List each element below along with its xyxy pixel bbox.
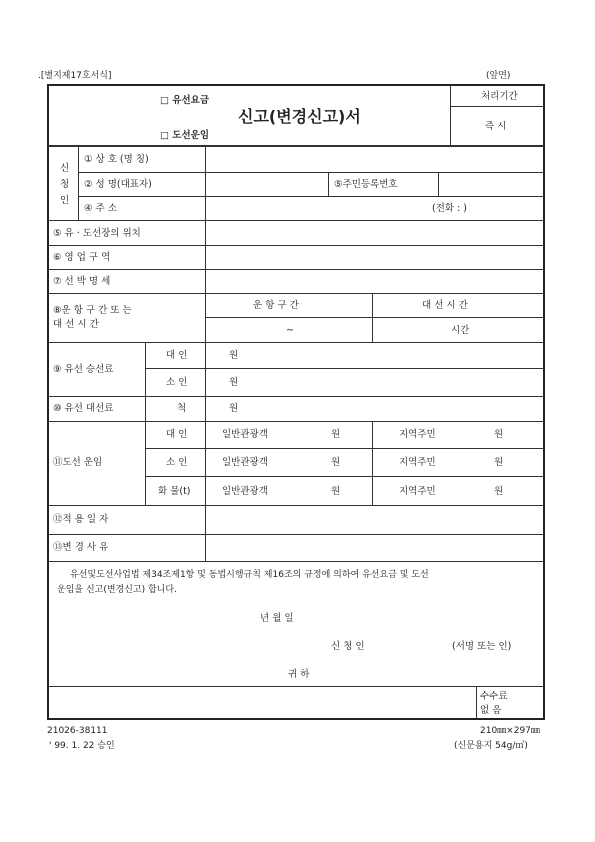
ferry-fare-label: ⑪도선 운임 <box>53 457 103 468</box>
ferry-row-won[interactable]: 원 <box>494 486 504 497</box>
ferry-row-type: 화 물(t) <box>158 486 191 497</box>
form-number: .[별지제17호서식] <box>38 71 112 81</box>
company-field[interactable] <box>206 147 543 171</box>
charter-column-header: 대 선 시 간 <box>422 300 468 311</box>
applicant-label-2: 청 <box>60 179 70 190</box>
checkbox-freight[interactable]: □ 도선운임 <box>160 130 209 141</box>
change-reason-field[interactable] <box>206 535 543 560</box>
paper-type: (신문용지 54g/㎡) <box>454 741 528 751</box>
name-field[interactable] <box>206 173 327 195</box>
declaration-line-2: 운임을 신고(변경신고) 합니다. <box>57 585 177 595</box>
form-title: 신고(변경신고)서 <box>238 107 361 126</box>
form-code: 21026-38111 <box>47 726 108 736</box>
location-label: ⑤ 유 · 도선장의 위치 <box>53 228 141 239</box>
ferry-row-type: 대 인 <box>166 429 188 440</box>
approval-date: ' 99. 1. 22 승인 <box>49 741 115 751</box>
change-reason-label: ⑬변 경 사 유 <box>53 542 109 553</box>
processing-period-label: 처리기간 <box>481 91 518 102</box>
ferry-row-type: 소 인 <box>166 457 188 468</box>
vessel-label: ⑦ 선 박 명 세 <box>53 276 111 287</box>
company-label: ① 상 호 (명 칭) <box>84 154 149 165</box>
fee-value: 없 음 <box>480 705 502 716</box>
page-side-label: (앞면) <box>486 71 511 81</box>
area-label: ⑥ 영 업 구 역 <box>53 252 111 263</box>
ferry-row-won[interactable]: 원 <box>494 429 504 440</box>
ferry-row-local: 지역주민 <box>399 486 436 497</box>
apply-date-label: ⑫적 용 일 자 <box>53 514 109 525</box>
signature-field[interactable]: (서명 또는 인) <box>452 641 512 652</box>
ferry-row-local: 지역주민 <box>399 429 436 440</box>
route-label-line2: 대 선 시 간 <box>53 319 99 330</box>
ferry-row-won[interactable]: 원 <box>331 457 341 468</box>
ferry-row-general: 일반관광객 <box>222 486 268 497</box>
ferry-row-local: 지역주민 <box>399 457 436 468</box>
fee-label: 수수료 <box>480 691 508 702</box>
fare-child-won[interactable]: 원 <box>229 377 239 388</box>
address-label: ④ 주 소 <box>84 203 117 214</box>
applicant-label-3: 인 <box>60 195 70 206</box>
applicant-sign-label: 신 청 인 <box>331 641 365 652</box>
declaration-line-1: 유선및도선사업법 제34조제1항 및 동법시행규칙 제16조의 규정에 의하여 유선요금 및 도선 <box>70 570 429 580</box>
location-field[interactable] <box>206 222 543 244</box>
address-field[interactable] <box>206 197 426 219</box>
area-field[interactable] <box>206 246 543 268</box>
ferry-row-general: 일반관광객 <box>222 429 268 440</box>
paper-size: 210㎜×297㎜ <box>480 726 540 736</box>
charter-fare-unit: 척 <box>177 403 187 414</box>
ferry-row-won[interactable]: 원 <box>331 429 341 440</box>
fare-adult-label: 대 인 <box>166 350 188 361</box>
ferry-row-won[interactable]: 원 <box>494 457 504 468</box>
addressee-label: 귀 하 <box>288 669 310 680</box>
ferry-row-won[interactable]: 원 <box>331 486 341 497</box>
fare-label: ⑨ 유선 승선료 <box>53 364 114 375</box>
fare-adult-won[interactable]: 원 <box>229 350 239 361</box>
charter-hours-value[interactable]: 시간 <box>451 325 470 336</box>
apply-date-field[interactable] <box>206 507 543 533</box>
route-column-header: 운 항 구 간 <box>253 300 299 311</box>
charter-fare-won[interactable]: 원 <box>229 403 239 414</box>
charter-fare-label: ⑩ 유선 대선료 <box>53 403 114 414</box>
vessel-field[interactable] <box>206 270 543 292</box>
name-label: ② 성 명(대표자) <box>84 179 152 190</box>
declaration-date[interactable]: 년 월 일 <box>260 613 294 624</box>
reg-number-label: ⑤주민등록번호 <box>334 179 398 190</box>
route-label-line1: ⑧운 항 구 간 또 는 <box>53 305 132 316</box>
fare-child-label: 소 인 <box>166 377 188 388</box>
processing-period-value: 즉 시 <box>485 121 507 132</box>
applicant-label-1: 신 <box>60 163 70 174</box>
phone-label: (전화 : ) <box>432 203 468 214</box>
reg-number-field[interactable] <box>439 173 543 195</box>
ferry-row-general: 일반관광객 <box>222 457 268 468</box>
route-value[interactable]: ~ <box>286 325 294 336</box>
checkbox-fare[interactable]: □ 유선요금 <box>160 95 209 106</box>
